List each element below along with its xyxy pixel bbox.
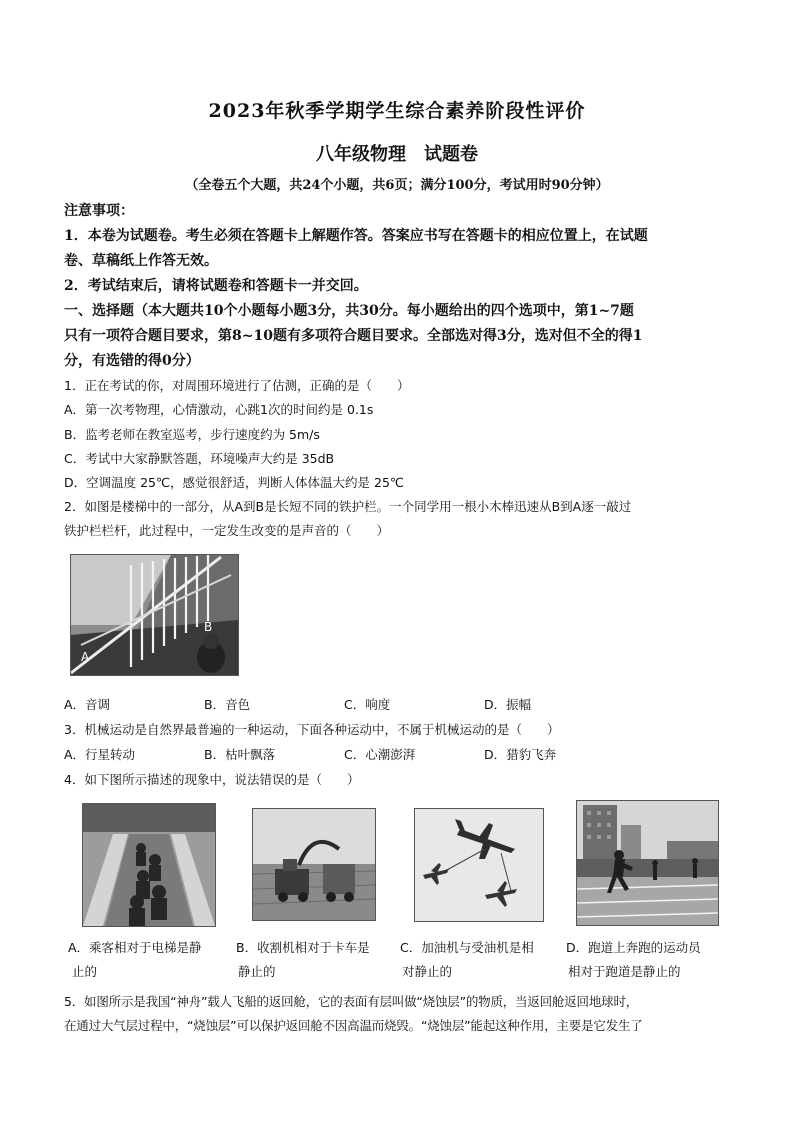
railing-label-b: B bbox=[204, 620, 213, 634]
q2-option-c: C．响度 bbox=[344, 697, 391, 712]
escalator-photo bbox=[82, 803, 216, 927]
railing-label-a: A bbox=[81, 650, 90, 664]
q1-option-a: A．第一次考物理，心情激动，心跳1次的时间约是 0.1s bbox=[64, 402, 374, 417]
q3-option-a: A．行星转动 bbox=[64, 747, 136, 762]
exam-note: （全卷五个大题，共24个小题，共6页；满分100分，考试用时90分钟） bbox=[185, 178, 609, 193]
q4-caption-b-line-2: 静止的 bbox=[238, 964, 276, 979]
q3-option-c: C．心潮澎湃 bbox=[344, 747, 416, 762]
q4-caption-b bbox=[236, 936, 404, 984]
q4-caption-b-line-1: B．收割机相对于卡车是 bbox=[236, 940, 370, 955]
q3-options bbox=[64, 745, 744, 763]
q2-option-b: B．音色 bbox=[204, 697, 251, 712]
q1-stem: 1．正在考试的你，对周围环境进行了估测，正确的是（ ） bbox=[64, 378, 410, 393]
q4-caption-a-line-1: A．乘客相对于电梯是静 bbox=[68, 940, 202, 955]
refueling-aircraft-photo bbox=[414, 808, 544, 922]
notice-item-1-line-2: 卷、草稿纸上作答无效。 bbox=[64, 253, 218, 269]
notice-item-1-line-1: 1．本卷为试题卷。考生必须在答题卡上解题作答。答案应书写在答题卡的相应位置上，在试题 bbox=[64, 228, 648, 244]
q4-caption-c-line-2: 对静止的 bbox=[402, 964, 453, 979]
q1-option-d: D．空调温度 25℃，感觉很舒适，判断人体体温大约是 25℃ bbox=[64, 475, 404, 490]
q4-stem: 4．如下图所示描述的现象中，说法错误的是（ ） bbox=[64, 772, 360, 787]
q2-stem-line-1: 2．如图是楼梯中的一部分，从A到B是长短不同的铁护栏。一个同学用一根小木棒迅速从B到A逐一敲过 bbox=[64, 499, 632, 514]
section-1-line-3: 分，有选错的得0分） bbox=[64, 353, 200, 369]
harvester-illustration bbox=[253, 809, 375, 920]
q2-option-d: D．振幅 bbox=[484, 697, 532, 712]
exam-title: 2023年秋季学期学生综合素养阶段性评价 bbox=[208, 100, 586, 122]
q3-stem: 3．机械运动是自然界最普遍的一种运动，下面各种运动中，不属于机械运动的是（ ） bbox=[64, 722, 560, 737]
q4-caption-d-line-1: D．跑道上奔跑的运动员 bbox=[566, 940, 701, 955]
staircase-railing-photo bbox=[70, 554, 239, 676]
q4-caption-a-line-2: 止的 bbox=[72, 964, 98, 979]
notice-item-2: 2．考试结束后，请将试题卷和答题卡一并交回。 bbox=[64, 278, 368, 294]
exam-subtitle: 八年级物理 试题卷 bbox=[316, 144, 478, 165]
runner-track-photo bbox=[576, 800, 719, 926]
harvester-photo bbox=[252, 808, 376, 921]
escalator-illustration bbox=[83, 804, 215, 926]
q3-option-d: D．猎豹飞奔 bbox=[484, 747, 557, 762]
section-1-line-1: 一、选择题（本大题共10个小题每小题3分，共30分。每小题给出的四个选项中，第1~7题 bbox=[64, 303, 634, 319]
notice-heading: 注意事项： bbox=[64, 203, 134, 219]
q5-line-2: 在通过大气层过程中，“烧蚀层”可以保护返回舱不因高温而烧毁。“烧蚀层”能起这种作用，主要是它发生了 bbox=[64, 1018, 643, 1033]
q4-caption-d bbox=[566, 936, 736, 984]
q2-stem-line-2: 铁护栏栏杆，此过程中，一定发生改变的是声音的（ ） bbox=[64, 523, 390, 538]
q1-option-c: C．考试中大家静默答题，环境噪声大约是 35dB bbox=[64, 451, 335, 466]
q5-line-1: 5．如图所示是我国“神舟”载人飞船的返回舱，它的表面有层叫做“烧蚀层”的物质，当返回舱返回地球时， bbox=[64, 994, 639, 1009]
staircase-railing-illustration bbox=[71, 555, 238, 675]
q3-option-b: B．枯叶飘落 bbox=[204, 747, 276, 762]
q4-caption-a bbox=[68, 936, 236, 984]
q2-options bbox=[64, 695, 744, 713]
refueling-aircraft-illustration bbox=[415, 809, 543, 921]
q1-option-b: B．监考老师在教室巡考，步行速度约为 5m/s bbox=[64, 427, 320, 442]
runner-track-illustration bbox=[577, 801, 718, 925]
q4-caption-c-line-1: C．加油机与受油机是相 bbox=[400, 940, 534, 955]
q2-option-a: A．音调 bbox=[64, 697, 111, 712]
section-1-line-2: 只有一项符合题目要求，第8~10题有多项符合题目要求。全部选对得3分，选对但不全的得1 bbox=[64, 328, 643, 344]
q4-caption-c bbox=[400, 936, 568, 984]
q4-caption-d-line-2: 相对于跑道是静止的 bbox=[568, 964, 681, 979]
